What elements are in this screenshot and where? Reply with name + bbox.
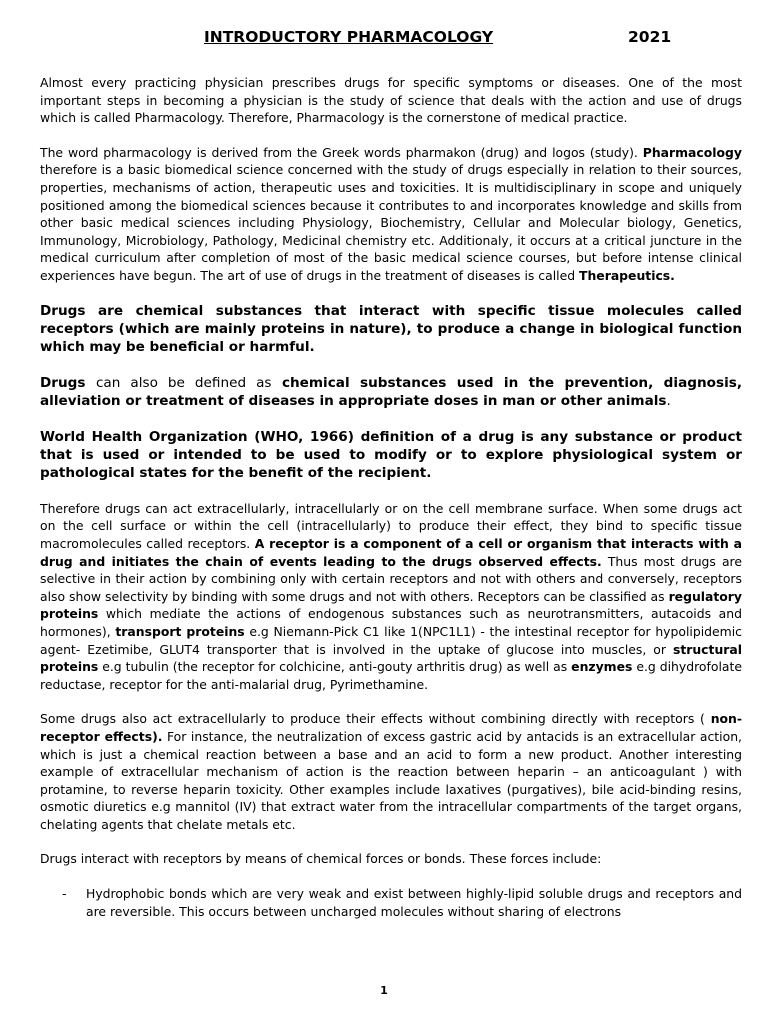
paragraph-non-receptor (40, 710, 742, 833)
paragraph-text: For instance, the neutralization of excess gastric acid by antacids is an extracellular action, which is just a chemical reaction between a base and an acid to form a new product. Another interesting example of extracellular mechanism of action is the reaction between heparin – an anticoagulant ) with protamine, to reverse heparin toxicity. Other examples include laxatives (purgatives), bile acid-binding resins, osmotic diuretics e.g mannitol (IV) that extract water from the intracellular compartments of the target organs, chelating agents that chelate metals etc. (40, 728, 742, 832)
term-pharmacology: Pharmacology (642, 144, 742, 160)
paragraph-intro: Almost every practicing physician prescribes drugs for specific symptoms or diseases. One of the most important steps in becoming a physician is the study of science that deals with the action and use of drugs which is called Pharmacology. Therefore, Pharmacology is the cornerstone of medical practice. (40, 75, 742, 126)
term-drugs: Drugs (40, 374, 86, 391)
paragraph-who-definition: World Health Organization (WHO, 1966) definition of a drug is any substance or product that is used or intended to be used to modify or to explore physiological system or pathological states for the benefit of the recipient. (40, 428, 742, 482)
term-transport-proteins: transport proteins (115, 623, 245, 639)
paragraph-text: . (666, 393, 671, 410)
paragraph-definition (40, 144, 742, 285)
paragraph-emphasis: chemical substances used in the prevention, diagnosis, alleviation or treatment of diseases in appropriate doses in man or other animals (40, 374, 743, 410)
chemical-forces-list (40, 885, 742, 920)
paragraph-text: can also be defined as (95, 374, 272, 391)
page-number: 1 (380, 984, 388, 997)
paragraph-text: e.g tubulin (the receptor for colchicine, anti-gouty arthritis drug) as well as (102, 659, 568, 675)
paragraph-text: e.g dihydrofolate reductase, receptor for the anti-malarial drug, Pyrimethamine. (40, 659, 742, 692)
paragraph-text: The word pharmacology is derived from the Greek words pharmakon (drug) and logos (study). (40, 144, 638, 160)
term-receptor-definition: A receptor is a component of a cell or organism that interacts with a drug and initiates the chain of events leading to the drugs observed effects. (40, 535, 742, 569)
paragraph-drug-definition (40, 374, 742, 411)
paragraph-chemical-forces: Drugs interact with receptors by means of chemical forces or bonds. These forces include: (40, 851, 602, 867)
paragraph-text: e.g Niemann-Pick C1 like 1(NPC1L1) - the intestinal receptor for hypolipidemic agent- Ezetimibe, GLUT4 transporter that is involved in the uptake of glucose into muscles, or (40, 623, 742, 657)
list-item-text: Hydrophobic bonds which are very weak and exist between highly-lipid soluble drugs and receptors and are reversible. This occurs between uncharged molecules without sharing of electrons (86, 886, 742, 919)
document-title: INTRODUCTORY PHARMACOLOGY (204, 28, 494, 46)
term-structural-proteins: structural proteins (40, 641, 742, 675)
list-bullet: - (62, 886, 67, 902)
paragraph-text: therefore is a basic biomedical science concerned with the study of drugs especially in relation to their sources, properties, mechanisms of action, therapeutic uses and toxicities. It is multidisciplinary in scope and uniquely positioned among the biomedical sciences because it contributes to and incorporates knowledge and skills from other basic medical sciences including Physiology, Biochemistry, Cellular and Molecular biology, Genetics, Immunology, Microbiology, Pathology, Medicinal chemistry etc. Additionaly, it occurs at a critical juncture in the medical curriculum after completion of most of the basic medical science courses, but before intense clinical experiences have begun. The art of use of drugs in the treatment of diseases is called (40, 162, 742, 283)
paragraph-receptors (40, 500, 742, 694)
term-therapeutics: Therapeutics. (579, 267, 675, 283)
list-item (40, 885, 742, 920)
document-header (0, 28, 768, 50)
paragraph-text: Therefore drugs can act extracellularly, intracellularly or on the cell membrane surface. When some drugs act on the cell surface or within the cell (intracellularly) to produce their effect, they bind to specific tissue macromolecules called receptors. (40, 500, 742, 551)
term-non-receptor-effects: non-receptor effects). (40, 711, 742, 744)
paragraph-drug-receptors: Drugs are chemical substances that interact with specific tissue molecules called receptors (which are mainly proteins in nature), to produce a change in biological function which may be beneficial or harmful. (40, 302, 742, 356)
paragraph-text: Some drugs also act extracellularly to produce their effects without combining directly with receptors ( (40, 711, 705, 727)
document-body (40, 74, 742, 920)
paragraph-text: which mediate the actions of endogenous substances such as neurotransmitters, autacoids and hormones), (40, 606, 742, 639)
term-enzymes: enzymes (571, 659, 633, 675)
document-year: 2021 (628, 28, 672, 46)
term-regulatory-proteins: regulatory proteins (40, 588, 742, 622)
paragraph-text: Thus most drugs are selective in their action by combining only with certain receptors and not with others and conversely, receptors also show selectivity by binding with some drugs and not with others. Receptors can be classified as (40, 553, 742, 604)
